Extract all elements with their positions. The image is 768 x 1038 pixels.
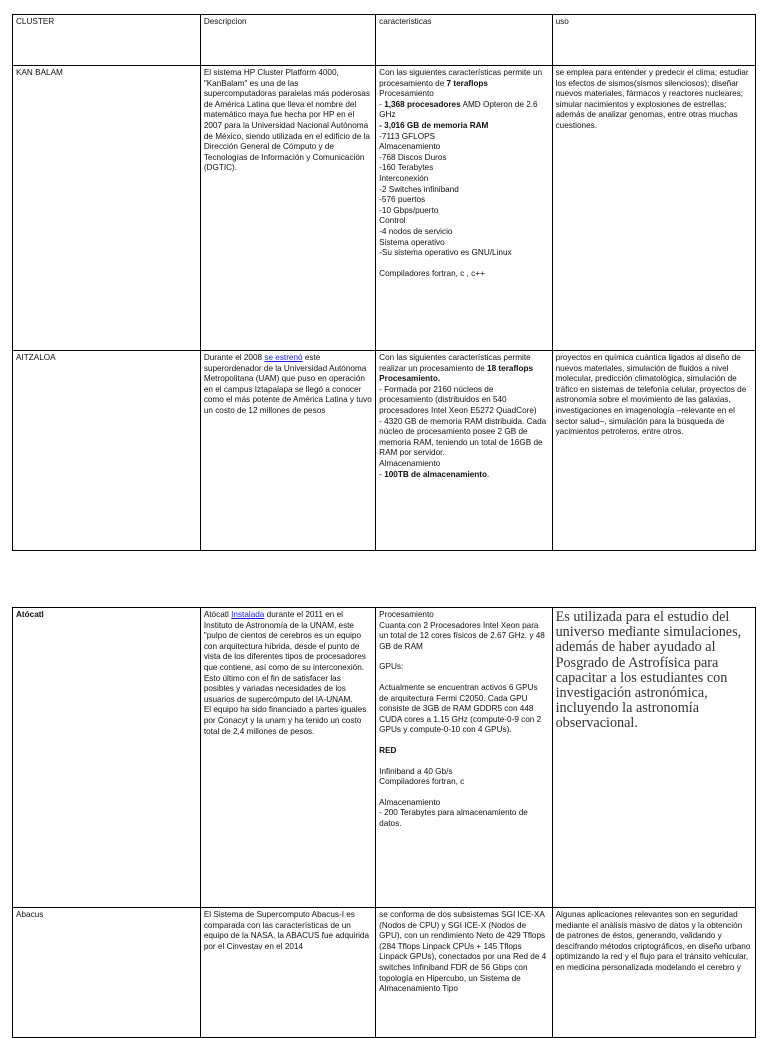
header-caracteristicas: caracteristicas [376, 15, 552, 66]
cluster-description: Atócatl Instalada durante el 2011 en el Instituto de Astronomía de la UNAM, este "pulpo de cientos de cerebros es un equipo con arquitectura híbrida, desde el punto de vista de los diferentes tipos de procesadores que contiene, así como de su interconexión. Esto último con el fin de satisfacer las posibles y variadas necesidades de los usuarios de supercómputo del IA-UNAM. El equipo ha sido financiado a partes iguales por Conacyt y la unam y ha tenido un costo total de 2,4 millones de pesos. [200, 608, 375, 908]
cluster-name: Atócatl [13, 608, 201, 908]
header-row [13, 15, 756, 66]
table-row [13, 66, 756, 351]
clusters-table-2 [12, 607, 756, 1038]
cluster-characteristics: Con las siguientes características permite realizar un procesamiento de 18 teraflops Procesamiento. - Formada por 2160 núcleos de procesamiento (distribuidos en 540 procesadores Intel Xeon E5272 QuadCore) - 4320 GB de memoria RAM distribuida. Cada núcleo de procesamiento posee 2 GB de memoria RAM, teniendo un total de 16GB de RAM por servidor. Almacenamiento - 100TB de almacenamiento. [376, 351, 552, 551]
header-uso: uso [552, 15, 755, 66]
cluster-description: El sistema HP Cluster Platform 4000, "KanBalam" es una de las supercomputadoras paralelas más poderosas de América Latina que lleva el nombre del matemático maya fue hecha por HP en el 2007 para la Universidad Nacional Autónoma de México, siendo utilizada en el edificio de la Dirección General de Cómputo y de Tecnologías de Información y Comunicación (DGTIC). [200, 66, 375, 351]
se-estreno-link[interactable]: se estrenó [264, 353, 303, 362]
cluster-usage: proyectos en química cuántica ligados al diseño de nuevos materiales, simulación de fluidos a nivel molecular, predicción climatológica, simulación de tráfico en sistemas de telefonía celular, proyectos de astronomía sobre el movimiento de las galaxias, investigaciones en imagenología –relevante en el sector salud–, simulación para la búsqueda de yacimientos petroleros, entre otros. [552, 351, 755, 551]
instalada-link[interactable]: Instalada [231, 610, 265, 619]
cluster-name: KAN BALAM [13, 66, 201, 351]
cluster-description: El Sistema de Supercomputo Abacus-I es comparada con las características de un equipo de la NASA, la ABACUS fue adquirida por el Cinvestav en el 2014 [200, 908, 375, 1038]
cluster-name: AITZALOA [13, 351, 201, 551]
cluster-usage: se emplea para entender y predecir el clima; estudiar los efectos de sismos(sismos silenciosos); diseñar nuevos materiales, fármacos y reactores nucleares; simular nacimientos y explosiones de estrellas; además de analizar genomas, entre otras muchas cuestiones. [552, 66, 755, 351]
cluster-characteristics: Procesamiento Cuanta con 2 Procesadores Intel Xeon para un total de 12 cores físicos de 2.67 GHz. y 48 GB de RAM GPUs: Actualmente se encuentran activos 6 GPUs de arquitectura Fermi C2050. Cada GPU consiste de 3GB de RAM GDDR5 con 448 CUDA cores a 1.15 GHz (compute-0-9 con 2 GPUs y compute-0-10 con 4 GPUs). RED Infiniband a 40 Gb/s Compiladores fortran, c Almacenamiento - 200 Terabytes para almacenamiento de datos. [376, 608, 552, 908]
cluster-characteristics: Con las siguientes características permite un procesamiento de 7 teraflops Procesamiento - 1,368 procesadores AMD Opteron de 2.6 GHz - 3,016 GB de memoria RAM -7113 GFLOPS Almacenamiento -768 Discos Duros -160 Terabytes Interconexión -2 Switches infiniband -576 puertos -10 Gbps/puerto Control -4 nodos de servicio Sistema operativo -Su sistema operativo es GNU/Linux Compiladores fortran, c , c++ [376, 66, 552, 351]
table-row [13, 908, 756, 1038]
table-row [13, 608, 756, 908]
cluster-description: Durante el 2008 se estrenó este superordenador de la Universidad Autónoma Metropolitana (UAM) que puso en operación en el campus Iztapalapa se llegó a conocer como el más potente de América Latina y tuvo un costo de 12 millones de pesos [200, 351, 375, 551]
clusters-table-1 [12, 14, 756, 551]
cluster-usage: Algunas aplicaciones relevantes son en seguridad mediante el análisis masivo de datos y la obtención de patrones de éstos, generando, validando y descifrando métodos criptográficos, en diseño urbano optimizando la red y el flujo para el tránsito vehicular, en medicina personalizada modelando el cerebro y [552, 908, 755, 1038]
cluster-name: Abacus [13, 908, 201, 1038]
header-cluster: CLUSTER [13, 15, 201, 66]
cluster-characteristics: se conforma de dos subsistemas SGI ICE-XA (Nodos de CPU) y SGI ICE-X (Nodos de GPU), con un rendimiento Neto de 429 Tflops (284 Tflops Linpack CPUs + 145 Tflops Linpack GPUs), conectados por una Red de 4 switches Infiniband FDR de 56 Gbps con topología en Hipercubo, un Sistema de Almacenamiento Tipo [376, 908, 552, 1038]
table-row [13, 351, 756, 551]
header-descripcion: Descripcion [200, 15, 375, 66]
cluster-usage: Es utilizada para el estudio del universo mediante simulaciones, además de haber ayudado al Posgrado de Astrofísica para capacitar a los estudiantes con investigación astronómica, incluyendo la astronomía observacional. [552, 608, 755, 908]
